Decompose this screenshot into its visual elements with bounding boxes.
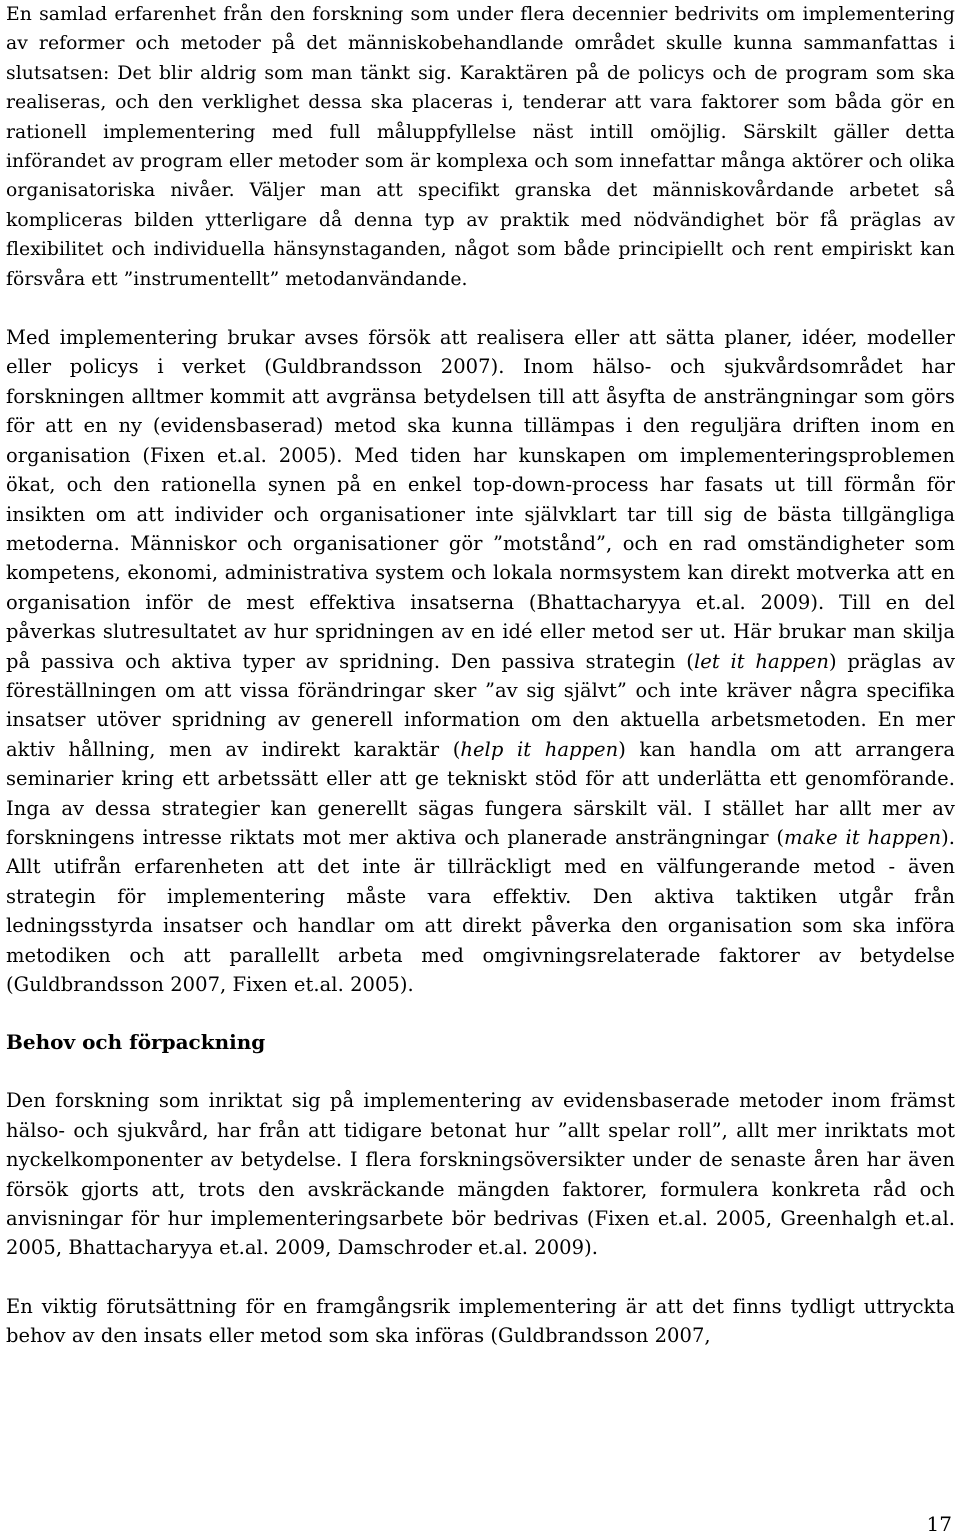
paragraph-prerequisite: En viktig förutsättning för en framgångsrik implementering är att det finns tydligt uttryckta behov av den insats eller metod som ska införas (Guldbrandsson 2007, [6, 1294, 955, 1348]
paragraph-spacer [6, 1263, 955, 1292]
page-number: 17 [926, 1512, 952, 1536]
paragraph-implementation [6, 323, 955, 999]
paragraph-implementation-text-4: ). Allt utifrån erfarenheten att det inte är tillräckligt med en välfungerande metod - även strategin för implementering måste vara effektiv. Den aktiva taktiken utgår från ledningsstyrda insatser och handlar om att direkt påverka den organisation som ska införa metodiken och att parallellt arbeta med omgivningsrelaterade faktorer av betydelse (Guldbrandsson 2007, Fixen et.al. 2005). [6, 825, 955, 996]
paragraph-spacer [6, 1057, 955, 1086]
paragraph-spacer [6, 294, 955, 323]
paragraph-implementation-text-2: ) präglas av föreställningen om att vissa förändringar sker ”av sig självt” och inte kräver några specifika insatser utöver spridning av generell information om den aktuella arbetsmetoden. En mer aktiv hållning, men av indirekt karaktär ( [6, 649, 956, 761]
italic-make-it-happen: make it happen [784, 825, 942, 849]
paragraph-intro [6, 0, 955, 294]
page-body [6, 0, 955, 1351]
italic-let-it-happen: let it happen [693, 649, 829, 673]
paragraph-research: Den forskning som inriktat sig på implementering av evidensbaserade metoder inom främst hälso- och sjukvård, har från att tidigare betonat hur ”allt spelar roll”, allt mer inriktats mot nyckelkomponenter av betydelse. I flera forskningsöversikter under de senaste åren har även försök gjorts att, trots den avskräckande mängden faktorer, formulera konkreta råd och anvisningar för hur implementeringsarbete bör bedrivas (Fixen et.al. 2005, Greenhalgh et.al. 2005, Bhattacharyya et.al. 2009, Damschroder et.al. 2009). [6, 1089, 955, 1260]
italic-help-it-happen: help it happen [460, 737, 619, 761]
paragraph-implementation-text-1: Med implementering brukar avses försök att realisera eller att sätta planer, idéer, modeller eller policys i verket (Guldbrandsson 2007). Inom hälso- och sjukvårdsområdet har forskningen alltmer kommit att avgränsa betydelsen till att åsyfta de ansträngningar som görs för att en ny (evidensbaserad) metod ska kunna tillämpas i den reguljära driften inom en organisation (Fixen et.al. 2005). Med tiden har kunskapen om implementeringsproblemen ökat, och den rationella synen på en enkel top-down-process har fasats ut till förmån för insikten om att individer och organisationer inte självklart tar till sig de bästa tillgängliga metoderna. Människor och organisationer gör ”motstånd”, och en rad omständigheter som kompetens, ekonomi, administrativa system och lokala normsystem kan direkt motverka att en organisation inför de mest effektiva insatserna (Bhattacharyya et.al. 2009). Till en del påverkas slutresultatet av hur spridningen av en idé eller metod ser ut. Här brukar man skilja på passiva och aktiva typer av spridning. Den passiva strategin ( [6, 326, 955, 673]
paragraph-implementation-text-3: ) kan handla om att arrangera seminarier kring ett arbetssätt eller att ge tekniskt stöd för att underlätta ett genomförande. Inga av dessa strategier kan generellt sägas fungera särskilt väl. I stället har allt mer av forskningens intresse riktats mot mer aktiva och planerade ansträngningar ( [6, 737, 956, 849]
paragraph-spacer [6, 999, 955, 1028]
section-heading: Behov och förpackning [6, 1030, 266, 1055]
paragraph-intro-text: En samlad erfarenhet från den forskning som under flera decennier bedrivits om implementering av reformer och metoder på det människobehandlande området skulle kunna sammanfattas i slutsatsen: Det blir aldrig som man tänkt sig. Karaktären på de policys och de program som ska realiseras, och den verklighet dessa ska placeras i, tenderar att vara faktorer som båda gör en rationell implementering med full måluppfyllelse näst intill omöjlig. Särskilt gäller detta införandet av program eller metoder som är komplexa och som innefattar många aktörer och olika organisatoriska nivåer. Väljer man att specifikt granska det människovårdande arbetet så kompliceras bilden ytterligare då denna typ av praktik med nödvändighet bör få präglas av flexibilitet och individuella hänsynstaganden, något som både principiellt och rent empiriskt kan försvåra ett ”instrumentellt” metodanvändande. [6, 4, 955, 290]
